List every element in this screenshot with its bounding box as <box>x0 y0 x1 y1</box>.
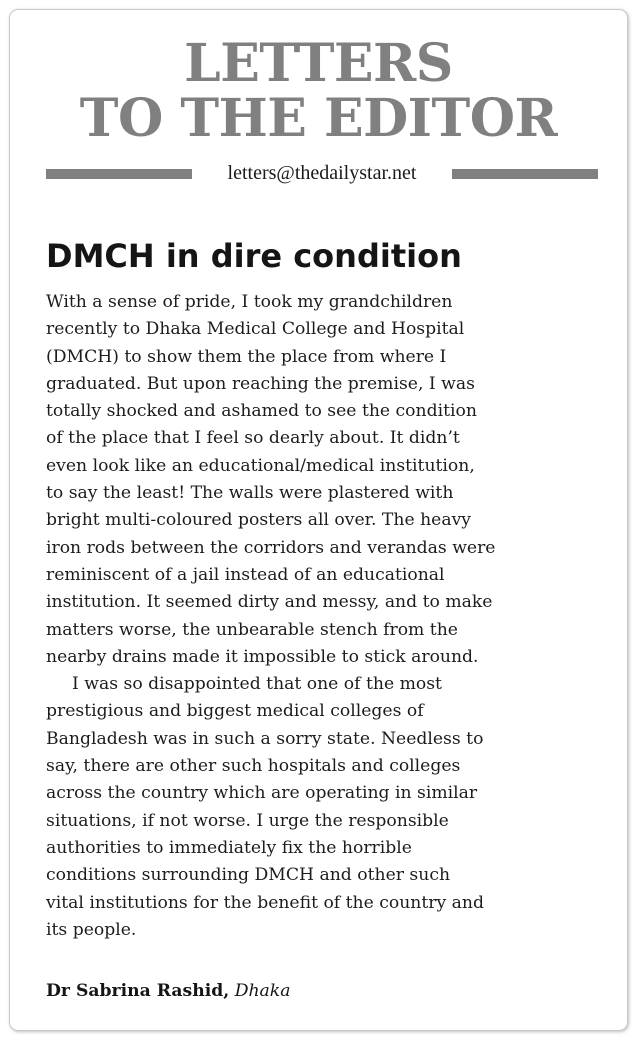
letter-card <box>9 9 628 1031</box>
text-line: bright multi-coloured posters all over. The heavy <box>46 510 471 531</box>
letter-body <box>46 289 606 944</box>
text-line: even look like an educational/medical institution, <box>46 455 475 476</box>
text-line: across the country which are operating in similar <box>46 783 478 804</box>
text-line: institution. It seemed dirty and messy, and to make <box>46 592 493 613</box>
text-line: graduated. But upon reaching the premise, I was <box>46 373 475 394</box>
text-line: With a sense of pride, I took my grandchildren <box>46 292 453 312</box>
text-line: matters worse, the unbearable stench from the <box>46 619 458 640</box>
text-line: (DMCH) to show them the place from where I <box>46 346 447 367</box>
text-line: to say the least! The walls were plastered with <box>46 483 454 504</box>
text-line: reminiscent of a jail instead of an educational <box>46 564 445 585</box>
right-rule-divider <box>452 169 598 179</box>
paragraph-1 <box>46 289 606 671</box>
text-line: totally shocked and ashamed to see the condition <box>46 401 477 422</box>
text-line: Bangladesh was in such a sorry state. Needless to <box>46 728 484 749</box>
masthead-line-2: TO THE EDITOR <box>79 88 558 149</box>
email-row <box>46 160 598 186</box>
text-line: I was so disappointed that one of the most <box>72 674 442 695</box>
left-rule-divider <box>46 169 192 179</box>
paragraph-2 <box>46 671 606 944</box>
text-line: conditions surrounding DMCH and other such <box>46 865 451 886</box>
author-name: Dr Sabrina Rashid, <box>46 981 230 1001</box>
masthead-line-1: LETTERS <box>184 33 453 94</box>
editor-email: letters@thedailystar.net <box>227 162 417 184</box>
text-line: authorities to immediately fix the horrible <box>46 837 412 858</box>
text-line: say, there are other such hospitals and colleges <box>46 756 461 777</box>
author-signature <box>46 978 290 1005</box>
text-line: situations, if not worse. I urge the responsible <box>46 810 449 831</box>
masthead-title <box>10 33 627 149</box>
author-location: Dhaka <box>234 981 291 1001</box>
text-line: of the place that I feel so dearly about. It didn’t <box>46 428 460 449</box>
text-line: iron rods between the corridors and verandas were <box>46 537 496 558</box>
text-line: vital institutions for the benefit of the country and <box>46 892 484 913</box>
letter-headline: DMCH in dire condition <box>46 237 462 275</box>
text-line: nearby drains made it impossible to stick around. <box>46 646 479 667</box>
text-line: its people. <box>46 919 137 940</box>
text-line: recently to Dhaka Medical College and Hospital <box>46 319 465 340</box>
text-line: prestigious and biggest medical colleges of <box>46 701 424 722</box>
